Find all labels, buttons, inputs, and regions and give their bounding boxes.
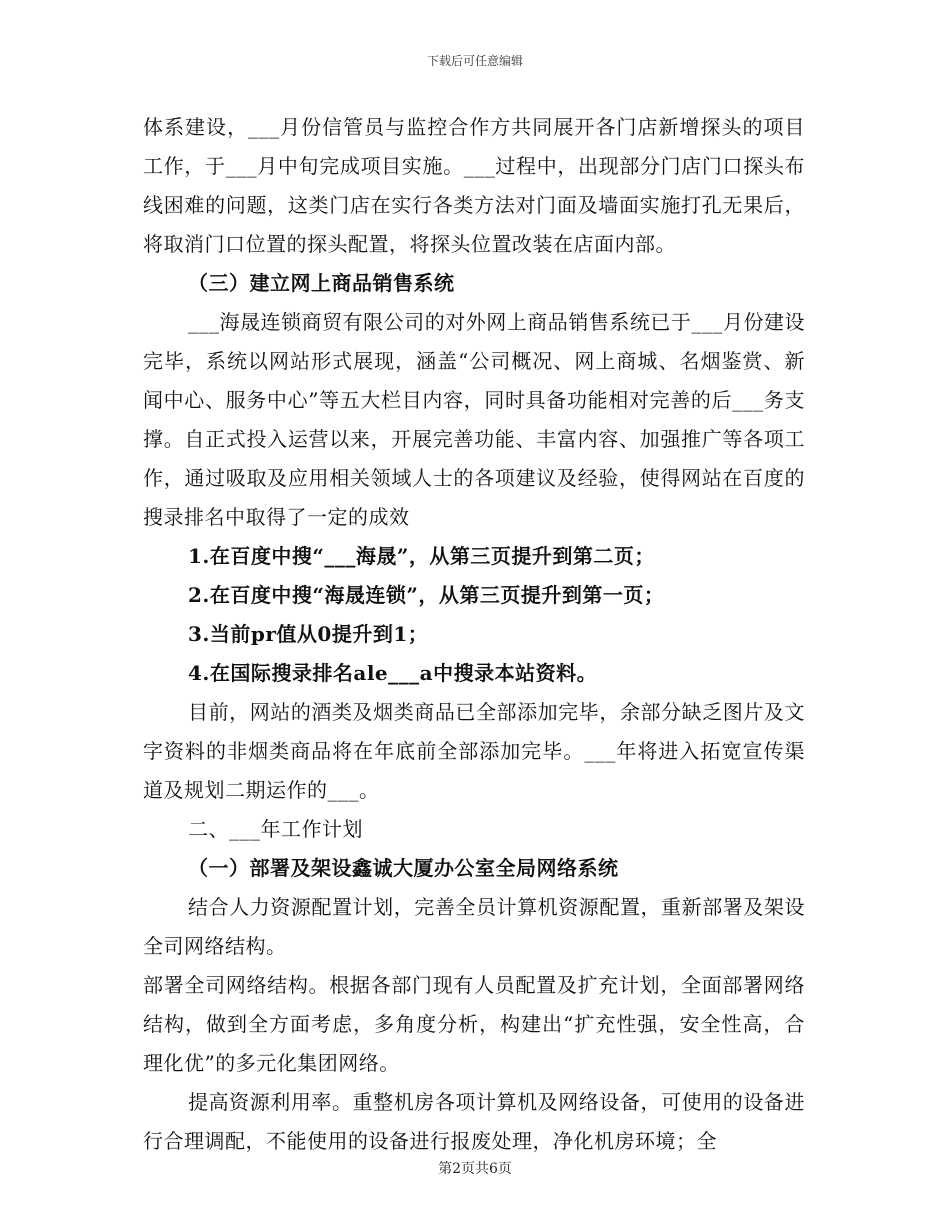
page-footer: 第2页共6页 bbox=[438, 1161, 512, 1177]
paragraph-5: 部署全司网络结构。根据各部门现有人员配置及扩充计划，全面部署网络结构，做到全方面考虑，多角度分析，构建出“扩充性强，安全性高，合理化优”的多元化集团网络。 bbox=[143, 973, 805, 1075]
section-heading-1: （一）部署及架设鑫诚大厦办公室全局网络系统 bbox=[188, 856, 619, 880]
paragraph-1: 体系建设，___月份信管员与监控合作方共同展开各门店新增探头的项目工作，于___月中旬完成项目实施。___过程中，出现部分门店门口探头布线困难的问题，这类门店在实行各类方法对门面及墙面实施打孔无果后，将取消门口位置的探头配置，将探头位置改装在店面内部。 bbox=[143, 115, 805, 256]
document-body bbox=[143, 108, 805, 1161]
list-item: 4.在国际搜录排名ale___a中搜录本站资料。 bbox=[188, 661, 598, 685]
page-header: 下载后可任意编辑 bbox=[426, 54, 523, 68]
paragraph-2: ___海晟连锁商贸有限公司的对外网上商品销售系统已于___月份建设完毕，系统以网站形式展现，涵盖“公司概况、网上商城、名烟鉴赏、新闻中心、服务中心”等五大栏目内容，同时具备功能相对完善的后___务支撑。自正式投入运营以来，开展完善功能、丰富内容、加强推广等各项工作，通过吸取及应用相关领域人士的各项建议及经验，使得网站在百度的搜录排名中取得了一定的成效 bbox=[143, 310, 805, 529]
paragraph-3: 目前，网站的酒类及烟类商品已全部添加完毕，余部分缺乏图片及文字资料的非烟类商品将在年底前全部添加完毕。___年将进入拓宽宣传渠道及规划二期运作的___。 bbox=[143, 700, 805, 802]
paragraph-4: 结合人力资源配置计划，完善全员计算机资源配置，重新部署及架设全司网络结构。 bbox=[143, 895, 805, 958]
list-item: 2.在百度中搜“海晟连锁”，从第三页提升到第一页； bbox=[188, 583, 665, 607]
paragraph-6: 提高资源利用率。重整机房各项计算机及网络设备，可使用的设备进行合理调配，不能使用的设备进行报废处理，净化机房环境；全 bbox=[143, 1090, 805, 1153]
section-heading-2: 二、___年工作计划 bbox=[188, 817, 363, 841]
list-item: 1.在百度中搜“___海晟”，从第三页提升到第二页； bbox=[188, 544, 655, 568]
section-heading-3: （三）建立网上商品销售系统 bbox=[188, 271, 455, 295]
list-item: 3.当前pr值从0提升到1； bbox=[188, 622, 429, 646]
